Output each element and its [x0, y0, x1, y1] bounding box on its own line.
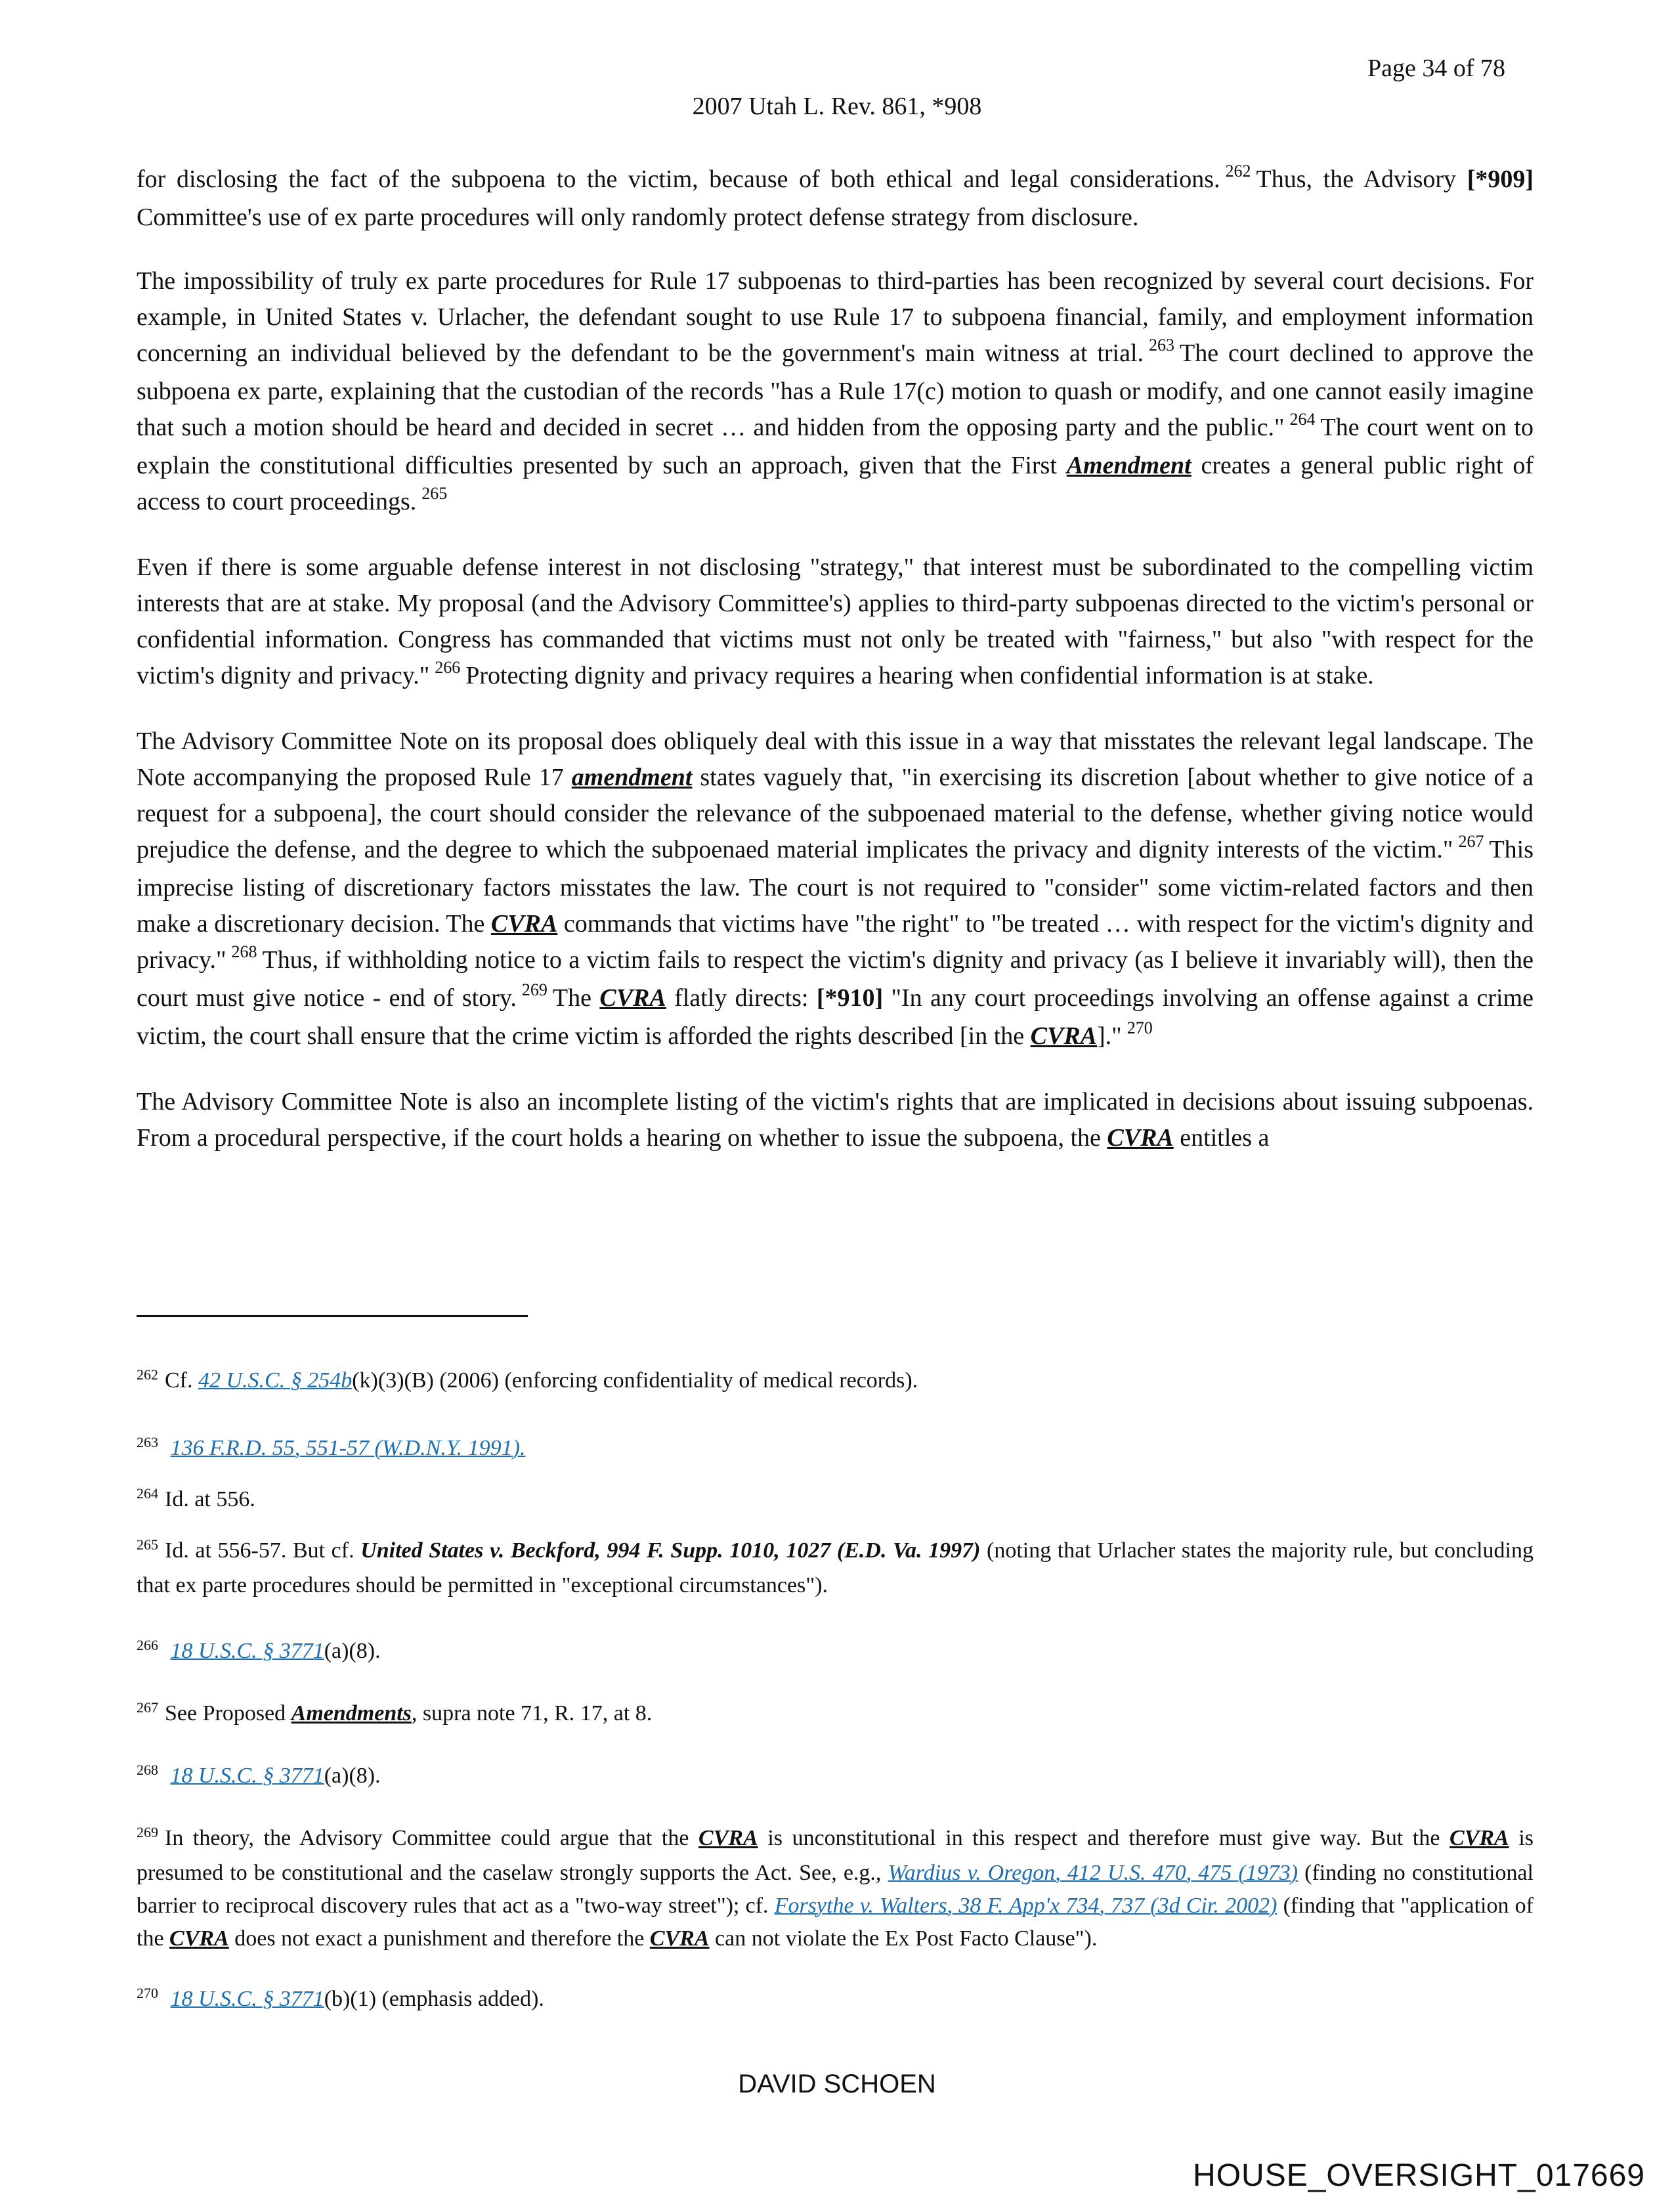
star-page: [*910] — [816, 984, 884, 1012]
text-run: The impossibility of truly ex parte procedures for Rule 17 subpoenas to third-parties has been recognized by several court decisions. For example, in United States v. Urlacher, the defendant sought to use Rule 17 to subpoena financial, family, and employment information concerning an individual believed by the defendant to be the government's main witness at trial. — [137, 267, 1534, 367]
footnote — [137, 1635, 1534, 1670]
footnote — [137, 1534, 1534, 1602]
paragraph — [137, 1084, 1534, 1156]
text-run: Committee's use of ex parte procedures will only randomly protect defense strategy from disclosure. — [137, 204, 1139, 231]
footnote-ref: 269 — [521, 980, 547, 999]
text-run: The Advisory Committee Note is also an incomplete listing of the victim's rights that are implicated in decisions about issuing subpoenas. From a procedural perspective, if the court holds a hearing on whether to issue the subpoena, the — [137, 1088, 1534, 1152]
text-run — [165, 1987, 171, 2011]
author-footer: DAVID SCHOEN — [738, 2070, 936, 2098]
emphasized-term: CVRA — [649, 1926, 710, 1951]
article-body — [137, 162, 1534, 1184]
footnote-ref: 269 — [137, 1824, 158, 1840]
paragraph — [137, 263, 1534, 522]
text-run: states vaguely that, "in exercising its discretion [about whether to give notice of a request for a subpoena], the court should consider the relevance of the subpoenaed material to the defense, whether giving notice would prejudice the defense, and the degree to which the subpoenaed material implicates the privacy and dignity interests of the victim." — [137, 764, 1534, 863]
footnote-ref: 263 — [137, 1434, 158, 1450]
footnote — [137, 1760, 1534, 1794]
citation-link[interactable]: 136 F.R.D. 55, 551-57 (W.D.N.Y. 1991). — [170, 1436, 526, 1460]
text-run: can not violate the Ex Post Facto Clause"). — [709, 1926, 1098, 1951]
text-run: for disclosing the fact of the subpoena to the victim, because of both ethical and legal considerations. — [137, 165, 1220, 193]
paragraph — [137, 162, 1534, 236]
footnote-ref: 270 — [1127, 1018, 1153, 1037]
text-run: (finding that "application of the — [137, 1894, 1534, 1951]
citation-link[interactable]: 42 U.S.C. § 254b — [198, 1368, 353, 1393]
paragraph — [137, 724, 1534, 1056]
text-run: is unconstitutional in this respect and therefore must give way. But the — [758, 1826, 1450, 1850]
emphasized-term: CVRA — [698, 1826, 758, 1850]
text-run: Id. at 556. — [165, 1487, 255, 1511]
text-run: entitles a — [1173, 1124, 1270, 1152]
text-run: "In any court proceedings involving an offense against a crime victim, the court shall ensure that the crime victim is afforded the rights described [in the — [137, 984, 1534, 1050]
footnote-ref: 270 — [137, 1985, 158, 2001]
paragraph — [137, 550, 1534, 696]
footnotes — [137, 1364, 1534, 2018]
text-run: (b)(1) (emphasis added). — [324, 1987, 544, 2011]
text-run — [165, 1639, 171, 1663]
bates-number: HOUSE_OVERSIGHT_017669 — [1193, 2158, 1645, 2193]
text-run: flatly directs: — [666, 984, 817, 1012]
emphasized-term: CVRA — [490, 910, 558, 938]
text-run: The court went on to explain the constitutional difficulties presented by such an approach, given that the First — [137, 414, 1534, 479]
footnote-ref: 267 — [137, 1699, 158, 1716]
text-run: Id. at 556-57. But cf. — [165, 1538, 361, 1563]
star-page: [*909] — [1467, 165, 1534, 193]
citation-link[interactable]: 18 U.S.C. § 3771 — [170, 1764, 324, 1788]
text-run: (a)(8). — [324, 1639, 381, 1663]
text-run: ]." — [1097, 1022, 1122, 1050]
footnote-ref: 262 — [1225, 162, 1251, 181]
footnote-ref: 265 — [137, 1536, 158, 1553]
text-run: (noting that Urlacher states the majority rule, but concluding that ex parte procedures should be permitted in "exceptional circumstances"). — [137, 1538, 1534, 1597]
text-run: (k)(3)(B) (2006) (enforcing confidentiality of medical records). — [352, 1368, 918, 1393]
emphasized-term: CVRA — [1030, 1022, 1098, 1050]
footnote — [137, 1364, 1534, 1399]
text-run: Even if there is some arguable defense interest in not disclosing "strategy," that interest must be subordinated to the compelling victim interests that are at stake. My proposal (and the Advisory Committee's) applies to third-party subpoenas directed to the victim's personal or confidential information. Congress has commanded that victims must not only be treated with "fairness," but also "with respect for the victim's dignity and privacy." — [137, 553, 1534, 689]
citation-link[interactable]: Wardius v. Oregon, 412 U.S. 470, 475 (1973) — [888, 1861, 1298, 1885]
text-run: Thus, the Advisory — [1256, 165, 1467, 193]
text-run: The — [552, 984, 600, 1012]
emphasized-term: Amendment — [1066, 452, 1191, 479]
text-run: In theory, the Advisory Committee could argue that the — [165, 1826, 699, 1850]
running-header-citation: 2007 Utah L. Rev. 861, *908 — [692, 93, 982, 120]
text-run: The Advisory Committee Note on its proposal does obliquely deal with this issue in a way that misstates the relevant legal landscape. The Note accompanying the proposed Rule 17 — [137, 727, 1534, 791]
footnote-ref: 266 — [435, 658, 461, 677]
footnote-ref: 266 — [137, 1637, 158, 1653]
footnote-ref: 268 — [137, 1762, 158, 1778]
footnote — [137, 1822, 1534, 1955]
citation-link[interactable]: 18 U.S.C. § 3771 — [170, 1639, 324, 1663]
footnote — [137, 1697, 1534, 1732]
case-citation: United States v. Beckford, 994 F. Supp. 1010, 1027 (E.D. Va. 1997) — [360, 1538, 981, 1563]
text-run: Protecting dignity and privacy requires a hearing when confidential information is at stake. — [465, 662, 1374, 689]
emphasized-term: CVRA — [599, 984, 666, 1012]
citation-link[interactable]: Forsythe v. Walters, 38 F. App'x 734, 737 (3d Cir. 2002) — [774, 1894, 1277, 1918]
emphasized-term: CVRA — [169, 1926, 229, 1951]
text-run: does not exact a punishment and therefore the — [228, 1926, 650, 1951]
footnote-ref: 264 — [1289, 410, 1316, 429]
text-run: (a)(8). — [324, 1764, 381, 1788]
emphasized-term: Amendments — [291, 1701, 412, 1725]
footnote-ref: 263 — [1149, 336, 1175, 355]
text-run: This imprecise listing of discretionary factors misstates the law. The court is not required to "consider" some victim-related factors and then make a discretionary decision. The — [137, 836, 1534, 938]
text-run: Cf. — [165, 1368, 198, 1393]
text-run: (finding no constitutional barrier to reciprocal discovery rules that act as a "two-way street"); cf. — [137, 1861, 1534, 1918]
text-run: commands that victims have "the right" to "be treated … with respect for the victim's dignity and privacy." — [137, 910, 1534, 974]
emphasized-term: amendment — [571, 764, 693, 791]
footnote — [137, 1483, 1534, 1518]
text-run: The court declined to approve the subpoena ex parte, explaining that the custodian of the records "has a Rule 17(c) motion to quash or modify, and one cannot easily imagine that such a motion should be heard and decided in secret … and hidden from the opposing party and the public." — [137, 339, 1534, 441]
text-run — [165, 1436, 171, 1460]
emphasized-term: CVRA — [1107, 1124, 1174, 1152]
citation-link[interactable]: 18 U.S.C. § 3771 — [170, 1987, 324, 2011]
footnote-ref: 262 — [137, 1366, 158, 1383]
text-run: is presumed to be constitutional and the caselaw strongly supports the Act. See, e.g., — [137, 1826, 1534, 1885]
footnote — [137, 1983, 1534, 2018]
footnote-ref: 264 — [137, 1485, 158, 1502]
text-run: Thus, if withholding notice to a victim fails to respect the victim's dignity and privacy (as I believe it invariably will), then the court must give notice - end of story. — [137, 946, 1534, 1012]
text-run: See Proposed — [165, 1701, 291, 1725]
footnote-ref: 265 — [421, 484, 448, 503]
text-run: creates a general public right of access to court proceedings. — [137, 452, 1534, 515]
footnote — [137, 1432, 1534, 1467]
text-run: , supra note 71, R. 17, at 8. — [411, 1701, 653, 1725]
page-number: Page 34 of 78 — [1367, 54, 1505, 82]
footnote-ref: 268 — [231, 942, 257, 961]
text-run — [165, 1764, 171, 1788]
footnote-ref: 267 — [1458, 832, 1484, 851]
footnote-divider — [137, 1315, 528, 1317]
emphasized-term: CVRA — [1449, 1826, 1509, 1850]
